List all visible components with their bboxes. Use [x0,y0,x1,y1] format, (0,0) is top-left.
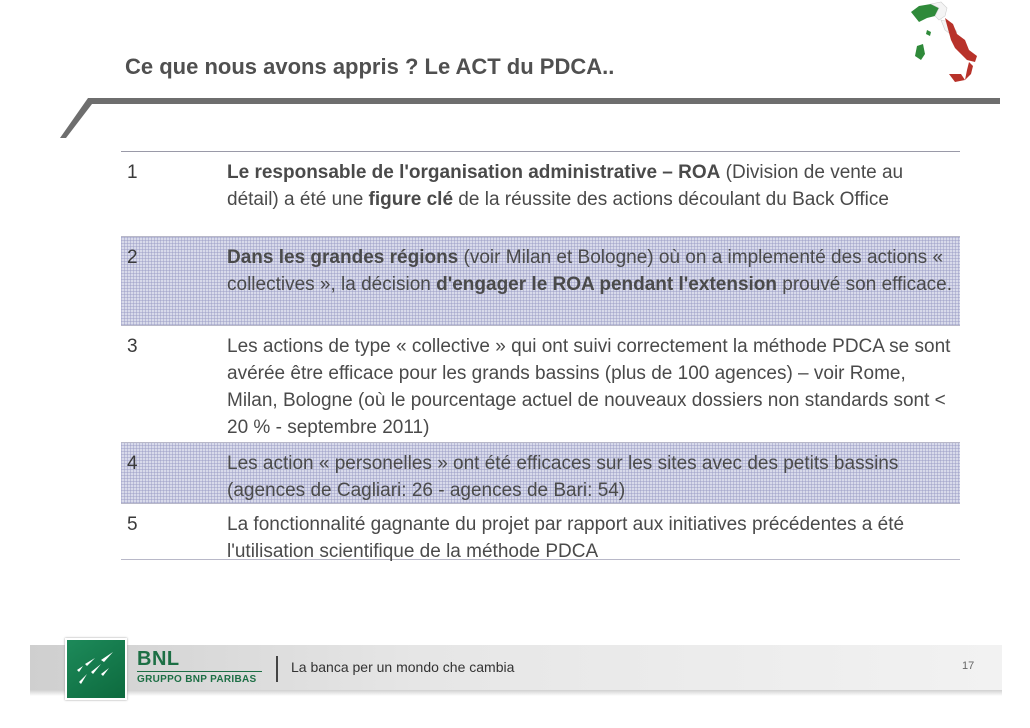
footer-shadow [30,690,1002,696]
table-row [121,443,960,504]
lessons-table [121,151,960,560]
row-text: Les actions de type « collective » qui ont suivi correctement la méthode PDCA se sont avérée être efficace pour les grands bassins (plus de 100 agences) – voir Rome, Milan, Bologne (où le pourcentage actuel de nouveaux dossiers non standards sont < 20 % - septembre 2011) [227,336,951,438]
title-rule [60,92,1005,144]
brand-underline [137,671,262,672]
slide-title: Ce que nous avons appris ? Le ACT du PDCA.. [125,54,615,79]
brand-group: GRUPPO BNP PARIBAS [137,674,257,685]
bnl-logo-icon [65,638,127,700]
row-text: Le responsable de l'organisation administrative – ROA (Division de vente au détail) a été une figure clé de la réussite des actions découlant du Back Office [227,162,904,210]
tagline: La banca per un mondo che cambia [291,659,515,675]
italy-map-icon [905,0,985,90]
table-row [121,152,960,237]
tagline-divider [276,656,278,682]
row-text: La fonctionnalité gagnante du projet par rapport aux initiatives précédentes a été l'utilisation scientifique de la méthode PDCA [227,514,905,562]
table-row [121,504,960,560]
row-number: 5 [127,514,138,535]
brand-name: BNL [137,648,180,670]
row-number: 1 [127,162,138,183]
page-number: 17 [962,660,975,672]
table-row [121,237,960,326]
row-text: Les action « personelles » ont été efficaces sur les sites avec des petits bassins (agences de Cagliari: 26 - agences de Bari: 54) [227,453,899,501]
table-row [121,326,960,443]
row-number: 3 [127,336,138,357]
row-number: 2 [127,247,138,268]
row-text: Dans les grandes régions (voir Milan et Bologne) où on a implementé des actions « collectives », la décision d'engager le ROA pendant l'extension prouvé son efficace. [227,247,952,295]
row-number: 4 [127,453,138,474]
